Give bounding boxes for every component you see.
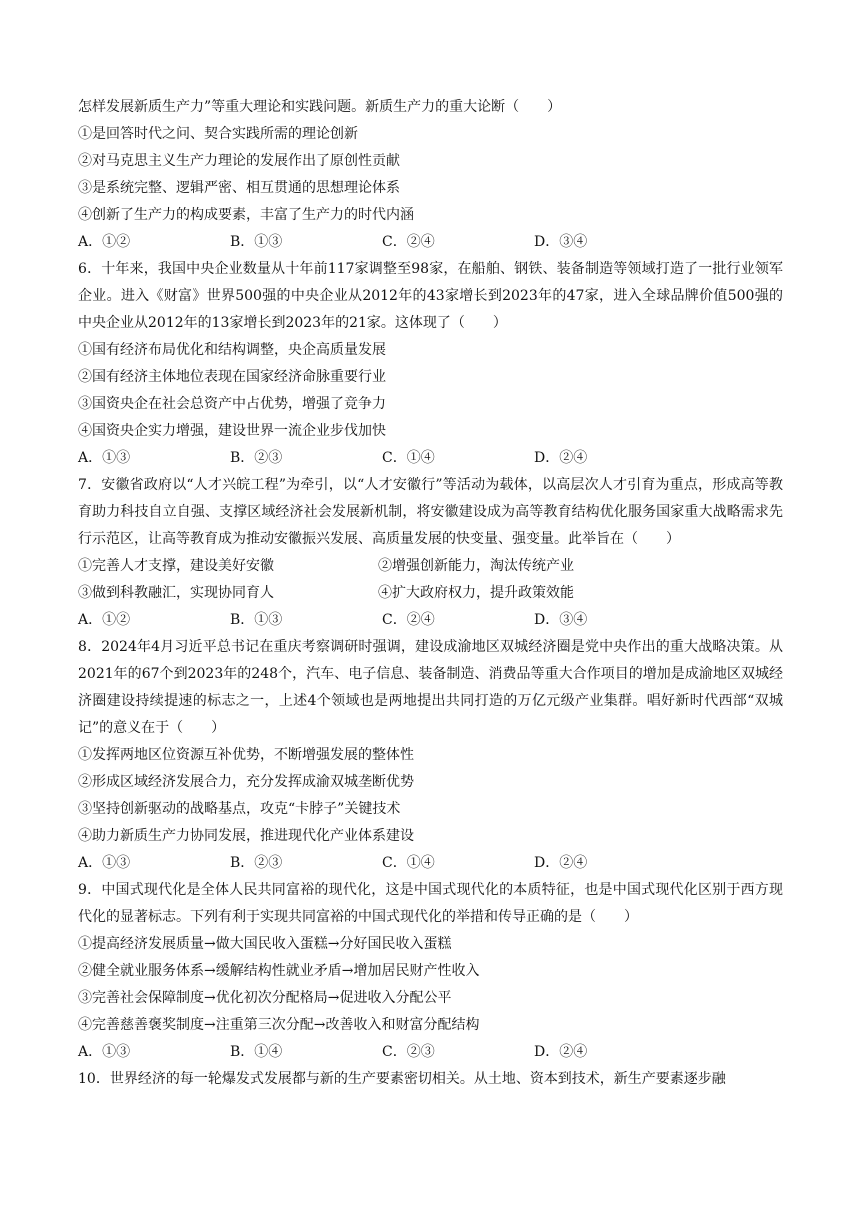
q7-item-3: ③做到科教融汇，实现协同育人: [78, 585, 274, 601]
q5-item-1: ①是回答时代之问、契合实践所需的理论创新: [78, 126, 358, 142]
q7-option-b: B．①③: [230, 612, 283, 628]
q5-option-b: B．①③: [230, 234, 283, 250]
q9-item-3: ③完善社会保障制度→优化初次分配格局→促进收入分配公平: [78, 990, 452, 1006]
q8-item-3: ③坚持创新驱动的战略基点，攻克“卡脖子”关键技术: [78, 801, 401, 817]
q9-option-d: D．②④: [534, 1044, 588, 1060]
q6-option-c: C．①④: [382, 450, 435, 466]
q7-stem: 7．安徽省政府以“人才兴皖工程”为牵引，以“人才安徽行”等活动为载体，以高层次人才引育为重点，形成高等教育助力科技自立自强、支撑区域经济社会发展新机制，将安徽建设成为高等教育结构优化服务国家重大战略需求先行示范区，让高等教育成为推动安徽振兴发展、高质量发展的快变量、强变量。此举旨在（ ）: [78, 477, 783, 547]
q5-option-a: A．①②: [78, 234, 131, 250]
q6-options: [78, 445, 783, 472]
q9-stem: 9．中国式现代化是全体人民共同富裕的现代化，这是中国式现代化的本质特征，也是中国式现代化区别于西方现代化的显著标志。下列有利于实现共同富裕的中国式现代化的举措和传导正确的是（ ）: [78, 882, 783, 925]
q8-option-d: D．②④: [534, 855, 588, 871]
q8-option-c: C．①④: [382, 855, 435, 871]
q8-option-b: B．②③: [230, 855, 283, 871]
q8-options: [78, 850, 783, 877]
q7-item-4: ④扩大政府权力，提升政策效能: [378, 585, 574, 601]
q5-options: [78, 229, 783, 256]
q6-option-b: B．②③: [230, 450, 283, 466]
q7-item-2: ②增强创新能力，淘汰传统产业: [378, 558, 574, 574]
q5-option-d: D．③④: [534, 234, 588, 250]
q9-options: [78, 1039, 783, 1066]
q9-option-c: C．②③: [382, 1044, 435, 1060]
q9-option-b: B．①④: [230, 1044, 283, 1060]
q6-item-2: ②国有经济主体地位表现在国家经济命脉重要行业: [78, 369, 386, 385]
q9-item-4: ④完善慈善褒奖制度→注重第三次分配→改善收入和财富分配结构: [78, 1017, 480, 1033]
q9-item-1: ①提高经济发展质量→做大国民收入蛋糕→分好国民收入蛋糕: [78, 936, 452, 952]
q5-option-c: C．②④: [382, 234, 435, 250]
q5-item-4: ④创新了生产力的构成要素，丰富了生产力的时代内涵: [78, 207, 414, 223]
q10-stem-head: 10．世界经济的每一轮爆发式发展都与新的生产要素密切相关。从土地、资本到技术，新生产要素逐步融: [78, 1071, 726, 1087]
q6-option-d: D．②④: [534, 450, 588, 466]
exam-page: [78, 94, 783, 1093]
q9-item-2: ②健全就业服务体系→缓解结构性就业矛盾→增加居民财产性收入: [78, 963, 480, 979]
q5-item-2: ②对马克思主义生产力理论的发展作出了原创性贡献: [78, 153, 400, 169]
q6-stem: 6．十年来，我国中央企业数量从十年前117家调整至98家，在船舶、钢铁、装备制造等领域打造了一批行业领军企业。进入《财富》世界500强的中央企业从2012年的43家增长到2023年的47家，进入全球品牌价值500强的中央企业从2012年的13家增长到2023年的21家。这体现了（ ）: [78, 261, 783, 331]
q5-stem-tail: 怎样发展新质生产力”等重大理论和实践问题。新质生产力的重大论断（ ）: [78, 99, 562, 115]
q5-item-3: ③是系统完整、逻辑严密、相互贯通的思想理论体系: [78, 180, 400, 196]
q7-options: [78, 607, 783, 634]
q7-option-c: C．②④: [382, 612, 435, 628]
q8-option-a: A．①③: [78, 855, 131, 871]
q7-items-row-2: [78, 580, 783, 607]
q8-stem: 8．2024年4月习近平总书记在重庆考察调研时强调，建设成渝地区双城经济圈是党中央作出的重大战略决策。从2021年的67个到2023年的248个，汽车、电子信息、装备制造、消费品等重大合作项目的增加是成渝地区双城经济圈建设持续提速的标志之一，上述4个领域也是两地提出共同打造的万亿元级产业集群。唱好新时代西部“双城记”的意义在于（ ）: [78, 639, 783, 736]
q8-item-2: ②形成区域经济发展合力，充分发挥成渝双城垄断优势: [78, 774, 414, 790]
q6-option-a: A．①③: [78, 450, 131, 466]
q6-item-3: ③国资央企在社会总资产中占优势，增强了竞争力: [78, 396, 386, 412]
q6-item-4: ④国资央企实力增强，建设世界一流企业步伐加快: [78, 423, 386, 439]
q7-option-d: D．③④: [534, 612, 588, 628]
q7-option-a: A．①②: [78, 612, 131, 628]
q6-item-1: ①国有经济布局优化和结构调整，央企高质量发展: [78, 342, 386, 358]
q7-item-1: ①完善人才支撑，建设美好安徽: [78, 558, 274, 574]
q8-item-4: ④助力新质生产力协同发展，推进现代化产业体系建设: [78, 828, 414, 844]
q8-item-1: ①发挥两地区位资源互补优势，不断增强发展的整体性: [78, 747, 414, 763]
q7-items-row-1: [78, 553, 783, 580]
q9-option-a: A．①③: [78, 1044, 131, 1060]
